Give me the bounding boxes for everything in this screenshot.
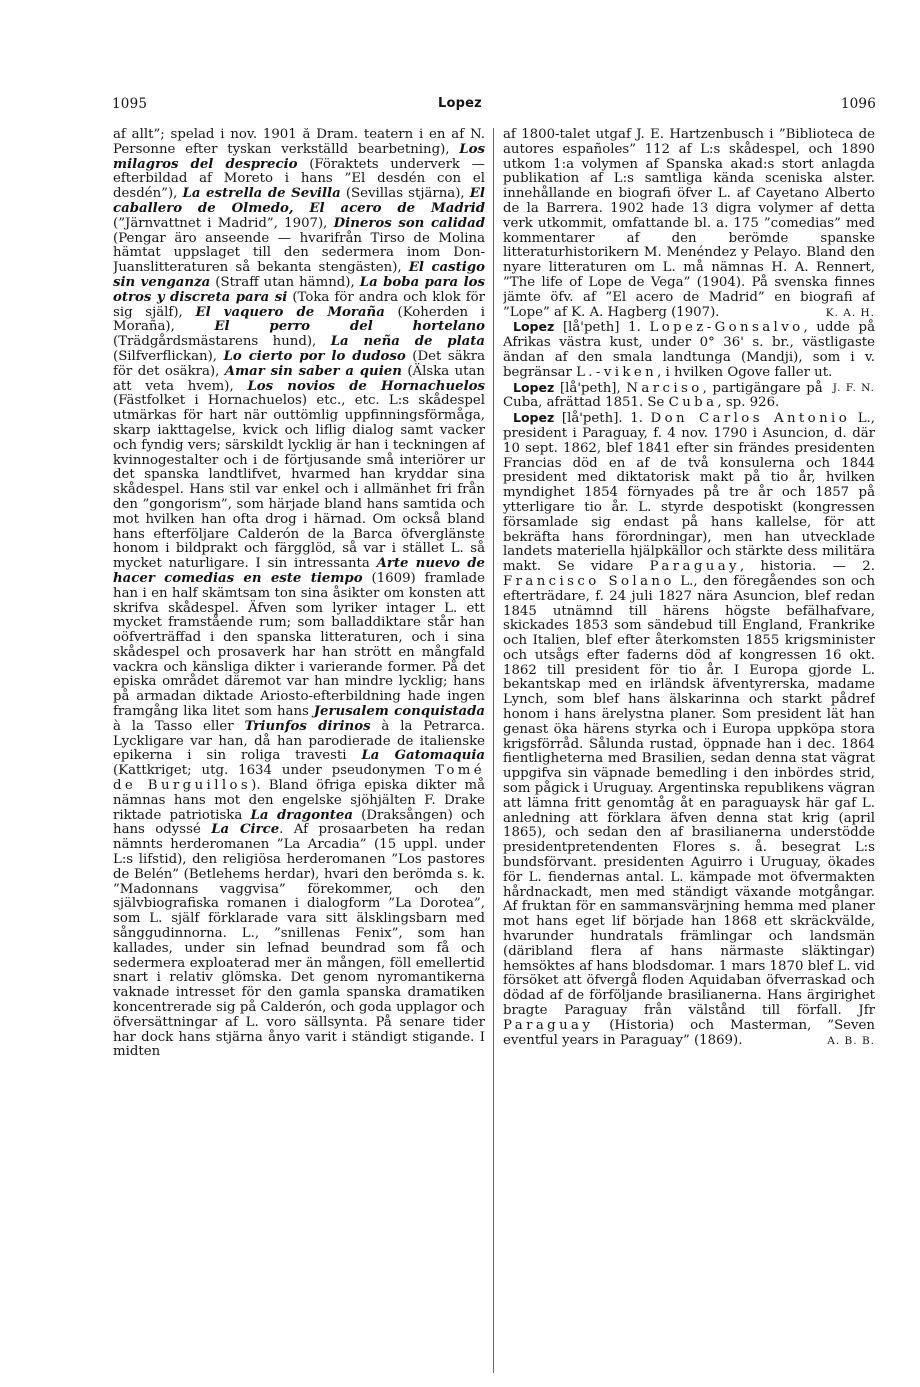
entry-lopez-paraguay: Lopez [lå'peth]. 1. Don Carlos Antonio L., president i Paraguay, f. 4 nov. 1790 i Asuncion, d. där 10 sept. 1862, blef 1841 efter sin frändes presidenten Francias död en af de två konsulerna och 1844 president med diktatorisk makt på tio år, hvilken myndighet 1854 förnyades på tre år och 1857 på ytterligare tio år. L. styrde despotiskt (kongressen församlade sig endast på hans kallelse, för att bekräfta hans förordningar), men han utvecklade landets materiella hjälpkällor och stärkte dess militära makt. Se vidare Paraguay, historia. — 2. Francisco Solano L., den föregåendes son och efterträdare, f. 24 juli 1827 nära Asuncion, blef redan 1845 utnämnd till härens högste befälhafvare, skickades 1853 som sändebud till England, Frankrike och Italien, blef efter återkomsten 1855 krigsminister och utsågs efter faderns död af kongressen 16 okt. 1862 till president för tio år. I Europa gjorde L. bekantskap med en irländsk äfventyrerska, madame Lynch, som blef hans älskarinna och starkt pådref honom i hans ärelystna planer. Som president lät han genast öka härens styrka och i Europa uppköpa stora krigsförråd. Sålunda rustad, öppnade han i dec. 1864 fientligheterna med Brasilien, sedan denna stat vägrat uppgifva sin väpnade bemedling i den inbördes strid, som pågick i Uruguay. Argentinska republikens vägran att lämna fritt genomtåg åt en paraguaysk här gaf L. anledning att förklara äfven denna stat krig (april 1865), och sedan den af brasilianerna understödde presidentpretendenten Flores s. å. besegrat L:s bundsförvant. presidenten Aguirro i Uruguay, ökades för L. fiendernas antal. L. kämpade mot öfvermakten hårdnackadt, men med ständigt växande motgångar. Af fruktan för en sammansvärjning hemma med planer mot hans eget lif började han 1868 ett skräckvälde, hvarunder hundratals främlingar och landsmän (däribland flera af hans närmaste släktingar) hemsöktes af hans blodsdomar. 1 mars 1870 blef L. vid försöket att öfvergå floden Aquidaban öfverraskad och dödad af de förföljande brasilianerna. Hans ärgirighet bragte Paraguay från välstånd till förfall. Jfr Paraguay (Historia) och Masterman, ”Seven eventful years in Paraguay” (1869). A. B. B. (503, 410, 875, 1048)
right-column (503, 128, 875, 1378)
column-divider (493, 128, 494, 1373)
left-page-number: 1095 (112, 96, 148, 112)
headword: Lopez (513, 319, 555, 335)
entry-lopez-gonsalvo: Lopez [lå'peth] 1. Lopez-Gonsalvo, udde på Afrikas västra kust, under 0° 36' s. br., västligaste ändan af den smala landtunga (Mandji), som i v. begränsar L.-viken, i hvilken Ogove faller ut. J. F. N. (503, 319, 875, 394)
author-signature: J. F. N. (832, 381, 875, 394)
entry-lopez-narciso: Lopez [lå'peth], Narciso, partigängare på Cuba, afrättad 1851. Se Cuba, sp. 926. (503, 379, 823, 411)
running-head: Lopez (438, 96, 482, 111)
author-signature: A. B. B. (827, 1034, 875, 1047)
lope-de-vega-continuation: af allt”; spelad i nov. 1901 å Dram. teatern i en af N. Personne efter tyskan verkställd bearbetning), Los milagros del desprecio (Föraktets underverk — efterbildad af Moreto i hans ”El desdén con el desdén”), La estrella de Sevilla (Sevillas stjärna), El caballero de Olmedo, El acero de Madrid (”Järnvattnet i Madrid”, 1907), Dineros son calidad (Pengar äro anseende — hvarifrån Tirso de Molina hämtat uppslaget till den sedermera inom Don-Juanslitteraturen så bekanta stengästen), El castigo sin venganza (Straff utan hämnd), La boba para los otros y discreta para si (Toka för andra och klok för sig själf), El vaquero de Moraña (Koherden i Moraña), El perro del hortelano (Trädgårdsmästarens hund), La neña de plata (Silfverflickan), Lo cierto por lo dudoso (Det säkra för det osäkra), Amar sin saber a quien (Älska utan att veta hvem), Los novios de Hornachuelos (Fästfolket i Hornachuelos) etc., etc. L:s skådespel utmärkas för hart när outtömlig uppfinningsförmåga, skarp iakttagelse, kvick och liflig dialog samt vacker och fyndig vers; särskildt lycklig är han i teckningen af kvinnogestalter och i de förtjusande små interiörer ur det spanska landtlifvet, hvarmed han kryddar sina skådespel. Hans stil var enkel och i allmänhet fri från den ”gongorism”, som härjade bland hans samtida och mot hvilken han ofta drog i härnad. Om också bland hans efterföljare Calderón de la Barca öfverglänste honom i bildprakt och färgglöd, så var i stället L. så mycket naturligare. I sin intressanta Arte nuevo de hacer comedias en este tiempo (1609) framlade han i en half skämtsam ton sina åsikter om konsten att skrifva skådespel. Äfven som lyriker intager L. ett mycket framstående rum; som balladdiktare står han oöfverträffad i den spanska litteraturen, och i sina skådespel och prosaverk har han strött en mångfald vackra och känsliga dikter i varierande former. På det episka området däremot var han mindre lycklig; hans på armadan diktade Ariosto-efterbildning hade ingen framgång lika litet som hans Jerusalem conquistada à la Tasso eller Triunfos dirinos à la Petrarca. Lyckligare var han, då han parodierade de italienske epikerna i sin roliga travesti La Gatomaquia (Kattkriget; utg. 1634 under pseudonymen Tomé de Burguillos). Bland öfriga episka dikter må nämnas hans mot den engelske sjöhjälten F. Drake riktade patriotiska La dragontea (Draksången) och hans odyssé La Circe. Af prosaarbeten ha redan nämnts herderomanen ”La Arcadia” (15 uppl. under L:s lifstid), den religiösa herderomanen ”Los pastores de Belén” (Betlehems herdar), hvari den berömda s. k. ”Madonnans vaggvisa” förekommer, och den självbiografiska romanen i dialogform ”La Dorotea”, som L. själf förklarade vara sitt älsklingsbarn med sånggudinnorna. L., ”snillenas Fenix”, som han kallades, under sin lefnad beundrad som få och sedermera exploaterad mer än mången, föll emellertid snart i relativ glömska. Det genom nyromantikerna vaknade intresset för den gamla spanska dramatiken koncentrerade sig på Calderón, och goda upplagor och öfversättningar af L. voro sällsynta. På senare tider har dock hans stjärna ånyo varit i ständigt stigande. I midten (113, 128, 485, 1060)
lope-de-vega-bibliography: af 1800-talet utgaf J. E. Hartzenbusch i ”Biblioteca de autores españoles” 112 af L:s skådespel, och 1890 utkom 1:a volymen af Spanska akad:s stort anlagda publikation af L:s samtliga kända sceniska alster. innehållande en biografi öfver L. af Cayetano Alberto de la Barrera. 1902 hade 13 digra volymer af detta verk utkommit, omfattande bl. a. 175 ”comedias” med kommentarer af den berömde spanske litteraturhistorikern M. Menéndez y Pelayo. Bland den nyare litteraturen om L. må nämnas H. A. Rennert, ”The life of Lope de Vega” (1904). På svenska finnes jämte öfv. af ”El acero de Madrid” en biografi af ”Lope” af K. A. Hagberg (1907). K. A. H. (503, 128, 875, 320)
headword: Lopez (513, 379, 555, 395)
left-column (113, 128, 485, 1378)
right-page-number: 1096 (840, 96, 876, 112)
headword: Lopez (513, 410, 555, 426)
author-signature: K. A. H. (825, 306, 875, 319)
